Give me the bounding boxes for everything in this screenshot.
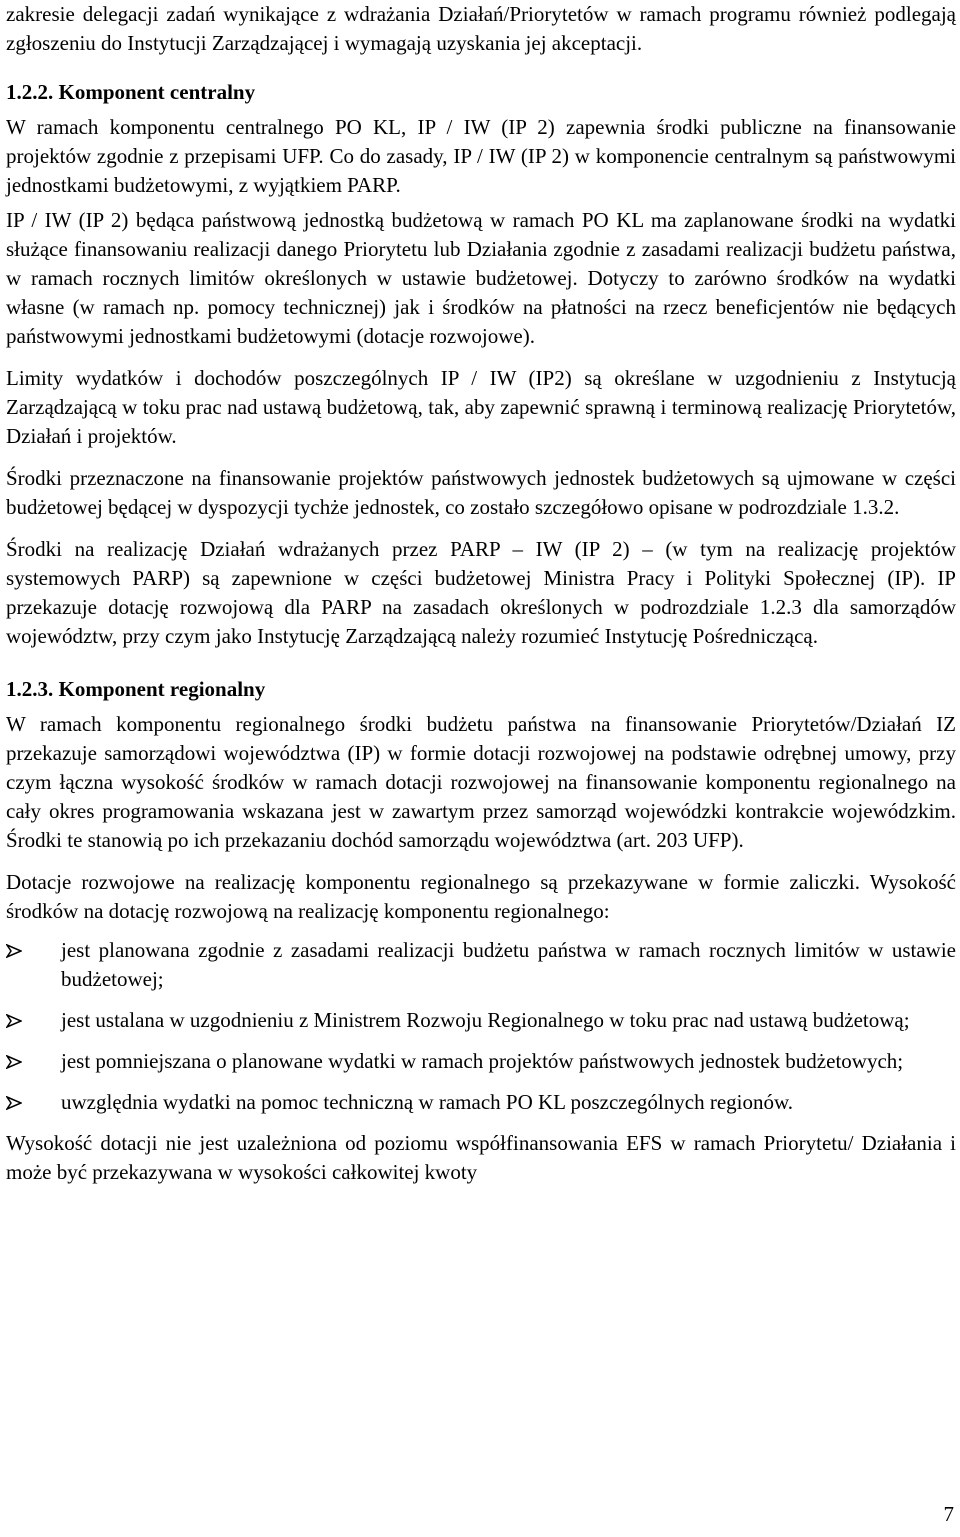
list-item — [6, 1088, 956, 1117]
section-heading-1-2-3 — [6, 675, 956, 704]
paragraph-central-1: W ramach komponentu centralnego PO KL, IP / IW (IP 2) zapewnia środki publiczne na finansowanie projektów zgodnie z przepisami UFP. Co do zasady, IP / IW (IP 2) w komponencie centralnym są państwowymi jednostkami budżetowymi, z wyjątkiem PARP. — [6, 115, 956, 197]
list-item-text: jest pomniejszana o planowane wydatki w ramach projektów państwowych jednostek budżetowych; — [61, 1049, 904, 1073]
paragraph-central-2: IP / IW (IP 2) będąca państwową jednostką budżetową w ramach PO KL ma zaplanowane środki na wydatki służące finansowaniu realizacji danego Priorytetu lub Działania zgodnie z zasadami realizacji budżetu państwa, w ramach rocznych limitów określonych w ustawie budżetowej. Dotyczy to zarówno środków na wydatki własne (w ramach np. pomocy technicznej) jak i środków na płatności na rzecz beneficjentów nie będących państwowymi jednostkami budżetowymi (dotacje rozwojowe). — [6, 208, 956, 348]
arrow-bullet-icon — [6, 944, 22, 958]
list-item — [6, 936, 956, 994]
list-item — [6, 1047, 956, 1076]
paragraph-delegation: zakresie delegacji zadań wynikające z wdrażania Działań/Priorytetów w ramach programu również podlegają zgłoszeniu do Instytucji Zarządzającej i wymagają uzyskania jej akceptacji. — [6, 2, 956, 55]
paragraph-central-5: Środki na realizację Działań wdrażanych przez PARP – IW (IP 2) – (w tym na realizację projektów systemowych PARP) są zapewnione w części budżetowej Ministra Pracy i Polityki Społecznej (IP). IP przekazuje dotację rozwojową dla PARP na zasadach określonych w podrozdziale 1.2.3 dla samorządów województw, przy czym jako Instytucję Zarządzającą należy rozumieć Instytucję Pośredniczącą. — [6, 537, 956, 648]
list-item-text: jest ustalana w uzgodnieniu z Ministrem Rozwoju Regionalnego w toku prac nad ustawą budżetową; — [61, 1008, 910, 1032]
paragraph-regional-3: Wysokość dotacji nie jest uzależniona od poziomu współfinansowania EFS w ramach Priorytetu/ Działania i może być przekazywana w wysokości całkowitej kwoty — [6, 1131, 956, 1184]
section-heading-1-2-2 — [6, 78, 956, 107]
bullet-list — [6, 936, 956, 1117]
section-number: 1.2.3. — [6, 677, 54, 701]
section-title: Komponent regionalny — [58, 677, 266, 701]
list-item-text: jest planowana zgodnie z zasadami realizacji budżetu państwa w ramach rocznych limitów w ustawie budżetowej; — [61, 938, 956, 991]
paragraph-regional-2: Dotacje rozwojowe na realizację komponentu regionalnego są przekazywane w formie zaliczki. Wysokość środków na dotację rozwojową na realizację komponentu regionalnego: — [6, 870, 956, 923]
paragraph-central-3: Limity wydatków i dochodów poszczególnych IP / IW (IP2) są określane w uzgodnieniu z Instytucją Zarządzającą w toku prac nad ustawą budżetową, tak, aby zapewnić sprawną i terminową realizację Priorytetów, Działań i projektów. — [6, 366, 956, 448]
arrow-bullet-icon — [6, 1096, 22, 1110]
document-page — [6, 0, 956, 1187]
arrow-bullet-icon — [6, 1055, 22, 1069]
page-number: 7 — [943, 1502, 954, 1526]
section-number: 1.2.2. — [6, 80, 54, 104]
paragraph-central-4: Środki przeznaczone na finansowanie projektów państwowych jednostek budżetowych są ujmowane w części budżetowej będącej w dyspozycji tychże jednostek, co zostało szczegółowo opisane w podrozdziale 1.3.2. — [6, 466, 956, 519]
section-title: Komponent centralny — [58, 80, 256, 104]
arrow-bullet-icon — [6, 1014, 22, 1028]
paragraph-regional-1: W ramach komponentu regionalnego środki budżetu państwa na finansowanie Priorytetów/Działań IZ przekazuje samorządowi województwa (IP) w formie dotacji rozwojowej na podstawie odrębnej umowy, przy czym łączna wysokość środków w ramach dotacji rozwojowej na finansowanie komponentu regionalnego na cały okres programowania wskazana jest w zawartym przez samorząd wojewódzki kontrakcie wojewódzkim. Środki te stanowią po ich przekazaniu dochód samorządu województwa (art. 203 UFP). — [6, 712, 956, 852]
list-item-text: uwzględnia wydatki na pomoc techniczną w ramach PO KL poszczególnych regionów. — [61, 1090, 794, 1114]
list-item — [6, 1006, 956, 1035]
